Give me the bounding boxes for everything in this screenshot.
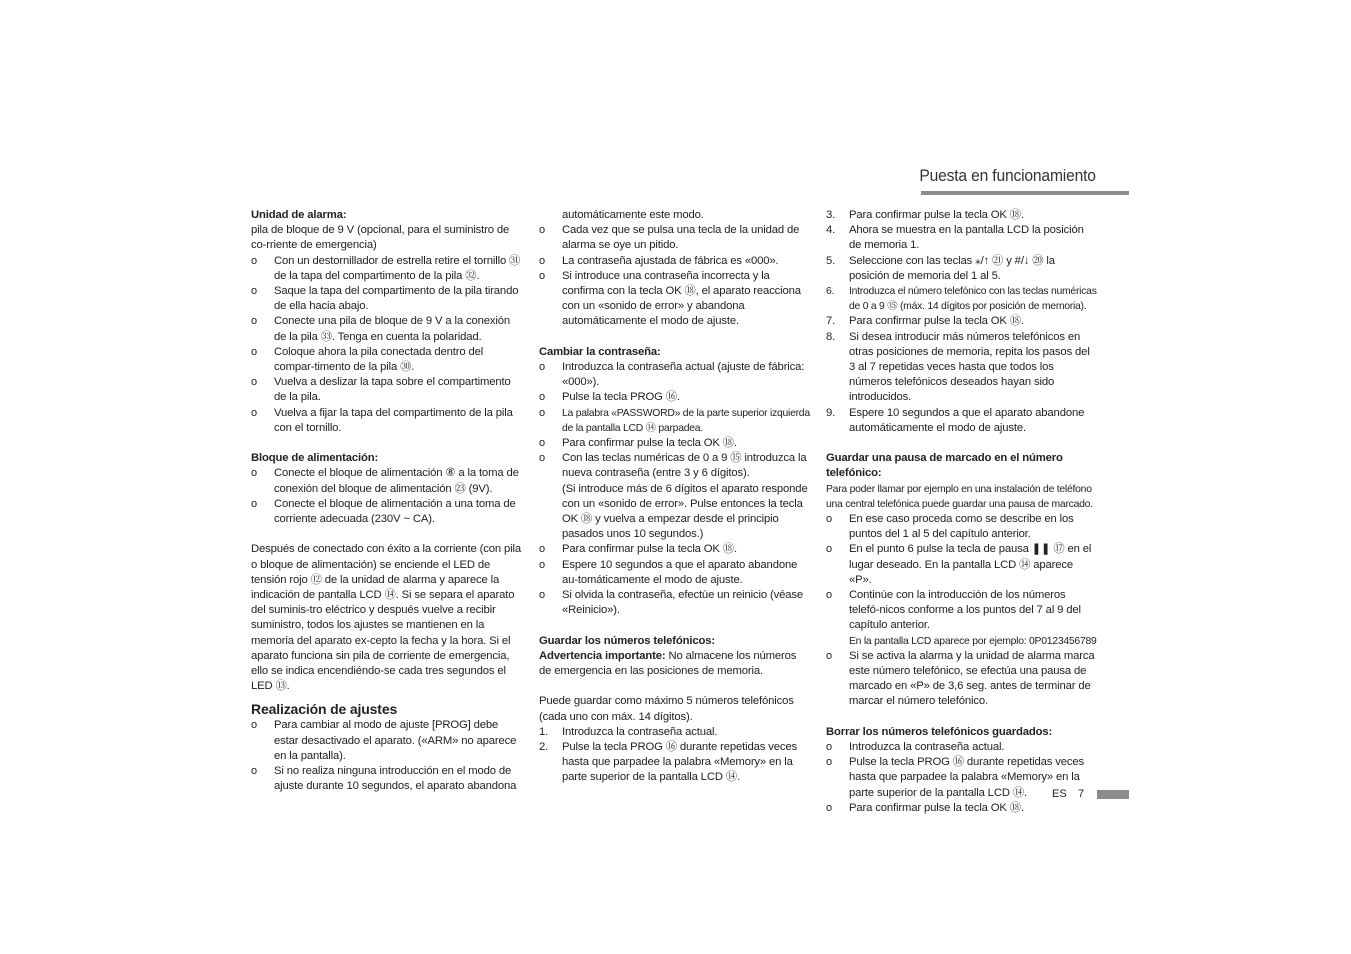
list-item: o En el punto 6 pulse la tecla de pausa ❚❚ ⑰ en el lugar deseado. En la pantalla LCD ⑭ aparece «P». [826, 542, 1098, 588]
list-item: o Vuelva a fijar la tapa del compartimento de la pila con el tornillo. [251, 406, 521, 436]
footer-bar [1097, 790, 1129, 799]
list-item: o Conecte una pila de bloque de 9 V a la conexión de la pila ㉝. Tenga en cuenta la polaridad. [251, 314, 521, 344]
password-note: (Si introduce más de 6 dígitos el aparato responde con un «sonido de error». Pulse entonces la tecla OK ⑱ y vuelva a empezar desde el principio pasados unos 10 segundos.) [562, 482, 808, 541]
list-item: o Para confirmar pulse la tecla OK ⑱. [539, 436, 811, 451]
dial-pause-example: En la pantalla LCD aparece por ejemplo: 0P0123456789 [849, 635, 1097, 647]
list-item: o Si se activa la alarma y la unidad de alarma marca este número telefónico, se efectúa una pausa de marcado en «P» de 3,6 seg. antes de terminar de marcar el número telefónico. [826, 649, 1098, 710]
max-numbers-text: Puede guardar como máximo 5 números telefónicos (cada uno con máx. 14 dígitos). [539, 695, 794, 723]
page-number: 7 [1078, 788, 1085, 800]
list-item: o Pulse la tecla PROG ⑯ durante repetidas veces hasta que parpadee la palabra «Memory» en la parte superior de la pantalla LCD ⑭. [826, 755, 1098, 801]
list-item: 3. Para confirmar pulse la tecla OK ⑱. [826, 209, 1024, 221]
dial-pause-heading: Guardar una pausa de marcado en el número telefónico: [826, 452, 1063, 480]
column-3 [826, 208, 1098, 816]
list-item: 1. Introduzca la contraseña actual. [539, 725, 718, 738]
list-item: 7. Para confirmar pulse la tecla OK ⑱. [826, 315, 1024, 328]
power-block-heading: Bloque de alimentación: [251, 452, 379, 465]
list-item: o Vuelva a deslizar la tapa sobre el compartimento de la pila. [251, 375, 521, 405]
list-item: 8. Si desea introducir más números telefónicos en otras posiciones de memoria, repita los pasos del 3 al 7 repetidas veces hasta que todos los números telefónicos deseados hayan sido introducidos. [826, 330, 1090, 404]
after-connection-text: Después de conectado con éxito a la corriente (con pila o bloque de alimentación) se enciende el LED de tensión rojo ⑫ de la unidad de alarma y aparece la indicación de pantalla LCD ⑭. Si se separa el aparato del suminis-tro eléctrico y después vuelve a recibir suministro, todos los ajustes se mantienen en la memoria del aparato ex-cepto la fecha y la hora. Si el aparato funciona sin pila de corriente de emergencia, ello se indica encendiéndo-se cada tres segundos el LED ⑬. [251, 543, 521, 693]
list-item: o Conecte el bloque de alimentación a una toma de corriente adecuada (230V ~ CA). [251, 497, 521, 527]
list-item: o Continúe con la introducción de los números telefó-nicos conforme a los puntos del 7 al 9 del capítulo anterior. [826, 588, 1098, 634]
save-numbers-heading: Guardar los números telefónicos: [539, 634, 715, 647]
list-item: o La contraseña ajustada de fábrica es «000». [539, 254, 811, 269]
header-rule [921, 191, 1129, 195]
section-title: Puesta en funcionamiento [919, 166, 1096, 185]
continued-text: automáticamente este modo. [562, 209, 704, 221]
list-item: o Para confirmar pulse la tecla OK ⑱. [826, 801, 1098, 816]
list-item: o Pulse la tecla PROG ⑯. [539, 390, 811, 405]
alarm-unit-intro: pila de bloque de 9 V (opcional, para el suministro de co-rriente de emergencia) [251, 224, 510, 252]
list-item: o Si no realiza ninguna introducción en el modo de ajuste durante 10 segundos, el aparato abandona [251, 764, 521, 794]
list-item: o Si introduce una contraseña incorrecta y la confirma con la tecla OK ⑱, el aparato reacciona con un «sonido de error» y abandona automáticamente el modo de ajuste. [539, 269, 811, 330]
list-item: o En ese caso proceda como se describe en los puntos del 1 al 5 del capítulo anterior. [826, 512, 1098, 542]
list-item: o Conecte el bloque de alimentación ⑧ a la toma de conexión del bloque de alimentación ㉓ (9V). [251, 466, 521, 496]
list-item: o Si olvida la contraseña, efectúe un reinicio (véase «Reinicio»). [539, 588, 811, 618]
list-item: 2. Pulse la tecla PROG ⑯ durante repetidas veces hasta que parpadee la palabra «Memory» en la parte superior de la pantalla LCD ⑭. [539, 741, 797, 784]
list-item: o La palabra «PASSWORD» de la parte superior izquierda de la pantalla LCD ⑭ parpadea. [539, 406, 811, 436]
list-item: o Con un destornillador de estrella retire el tornillo ㉛ de la tapa del compartimento de la pila ㉜. [251, 254, 521, 284]
list-item: o Introduzca la contraseña actual (ajuste de fábrica: «000»). [539, 360, 811, 390]
column-2 [539, 208, 811, 786]
dial-pause-intro: Para poder llamar por ejemplo en una instalación de teléfono una central telefónica puede guardar una pausa de marcado. [826, 483, 1093, 510]
footer-language: ES [1052, 788, 1067, 800]
alarm-unit-heading: Unidad de alarma: [251, 209, 347, 221]
list-item: o Espere 10 segundos a que el aparato abandone au-tomáticamente el modo de ajuste. [539, 558, 811, 588]
list-item: o Para cambiar al modo de ajuste [PROG] debe estar desactivado el aparato. («ARM» no aparece en la pantalla). [251, 718, 521, 764]
list-item: o Para confirmar pulse la tecla OK ⑱. [539, 542, 811, 557]
list-item: 6. Introduzca el número telefónico con las teclas numéricas de 0 a 9 ⑮ (máx. 14 dígitos por posición de memoria). [826, 286, 1097, 313]
warning-text: Advertencia importante: No almacene los números de emergencia en las posiciones de memoria. [539, 649, 797, 678]
settings-heading: Realización de ajustes [251, 701, 398, 718]
list-item: 4. Ahora se muestra en la pantalla LCD la posición de memoria 1. [826, 224, 1084, 252]
list-item: o Cada vez que se pulsa una tecla de la unidad de alarma se oye un pitido. [539, 223, 811, 253]
list-item: o Con las teclas numéricas de 0 a 9 ⑮ introduzca la nueva contraseña (entre 3 y 6 dígitos). [539, 451, 811, 481]
list-item: o Saque la tapa del compartimento de la pila tirando de ella hacia abajo. [251, 284, 521, 314]
list-item: 5. Seleccione con las teclas ⁎/↑ ㉑ y #/↓ ⑳ la posición de memoria del 1 al 5. [826, 254, 1055, 282]
column-1 [251, 208, 521, 794]
list-item: o Coloque ahora la pila conectada dentro del compar-timento de la pila ㉚. [251, 345, 521, 375]
change-password-heading: Cambiar la contraseña: [539, 345, 661, 358]
list-item: o Introduzca la contraseña actual. [826, 740, 1098, 755]
list-item: 9. Espere 10 segundos a que el aparato abandone automáticamente el modo de ajuste. [826, 406, 1085, 434]
delete-numbers-heading: Borrar los números telefónicos guardados: [826, 725, 1053, 738]
